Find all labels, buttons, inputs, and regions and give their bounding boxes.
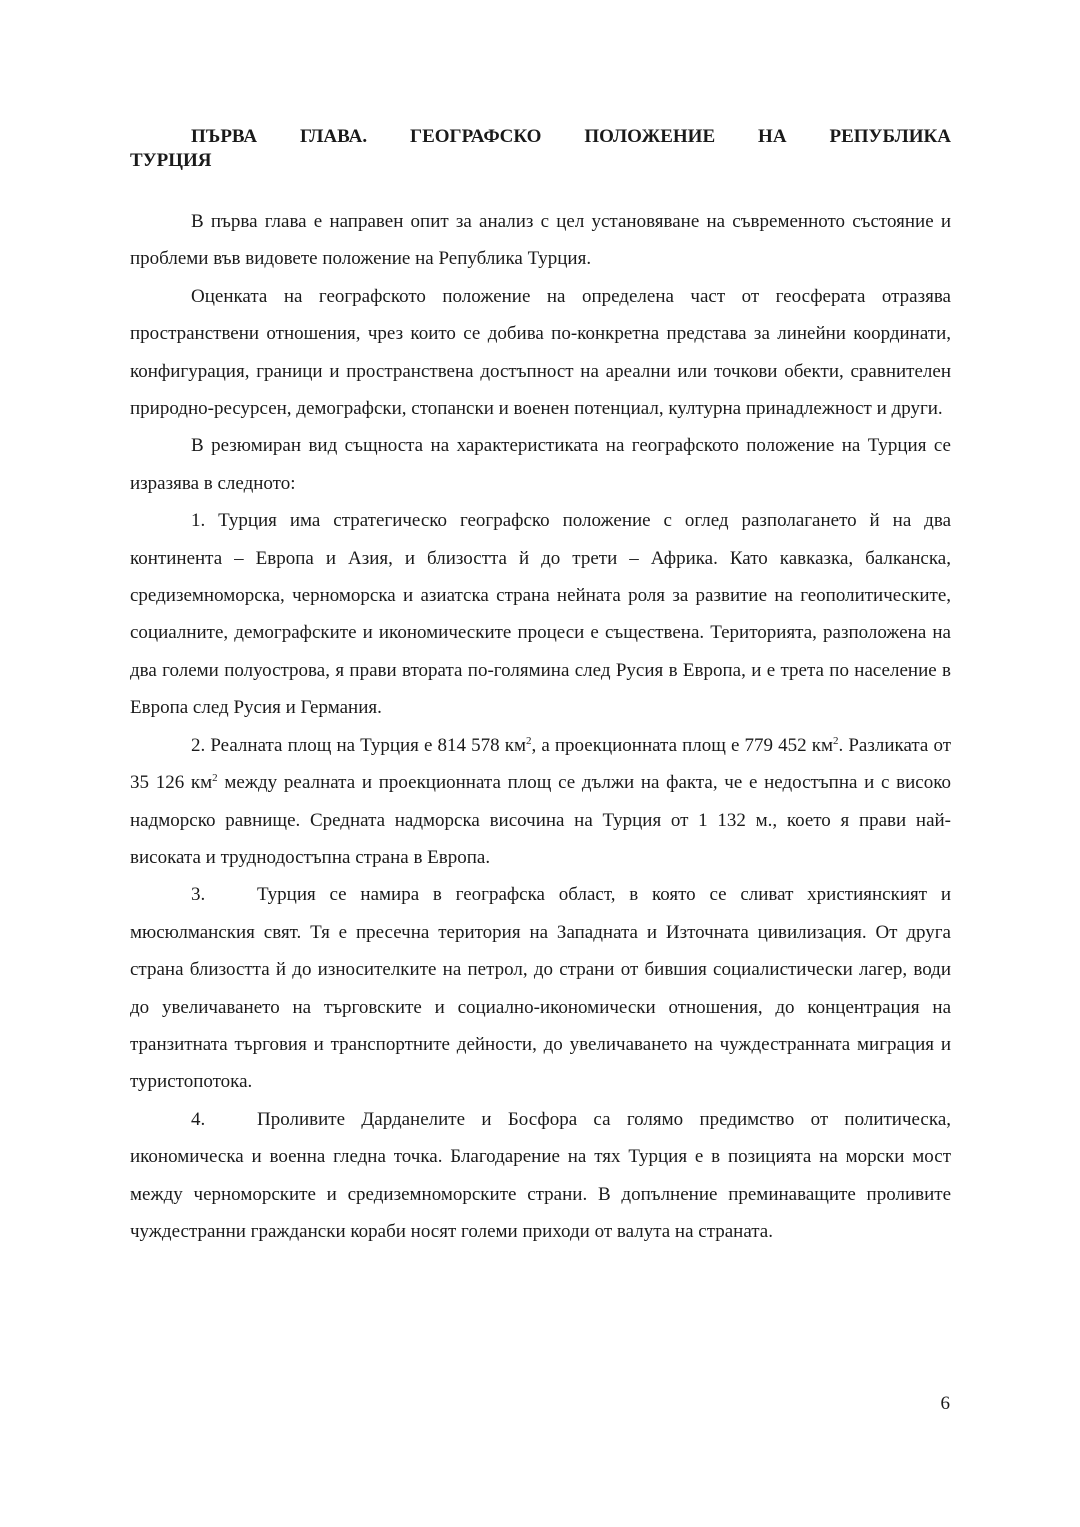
paragraph-point-2 (130, 727, 951, 877)
point-2-text-d: между реалната и проекционната площ се дължи на факта, че е недостъпна и с високо надморско равнище. Средната надморска височина на Турция от 1 132 м., което я прави най-високата и труднодостъпна страна в Европа. (130, 772, 951, 868)
page-number: 6 (940, 1393, 950, 1414)
paragraph-point-1: 1. Турция има стратегическо географско положение с оглед разполагането й на два континента – Европа и Азия, и близостта й до трети – Африка. Като кавказка, балканска, средиземноморска, черноморска и азиатска страна нейната роля за развитие на геополитическите, социалните, демографските и икономическите процеси е съществена. Територията, разположена на два големи полуострова, я прави втората по-голямина след Русия в Европа, и е трета по население в Европа след Русия и Германия. (130, 510, 951, 719)
paragraph-point-4 (130, 1101, 951, 1251)
list-number: 3. (191, 884, 206, 906)
paragraph-point-3 (130, 876, 951, 1100)
chapter-heading (130, 125, 951, 173)
point-2-text-b: , а проекционната площ е 779 452 км (531, 734, 833, 756)
point-3-text: Турция се намира в географска област, в която се сливат християнският и мюсюлманския свят. Тя е пресечна територия на Западната и Източната цивилизация. От друга страна близостта й до износителките на петрол, до страни от бившия социалистически лагер, води до увеличаването на търговските и социално-икономически отношения, до концентрация на транзитната търговия и транспортните дейности, до увеличаването на чуждестранната миграция и туристопотока. (130, 884, 951, 1093)
document-page (130, 125, 951, 1250)
paragraph-intro: В първа глава е направен опит за анализ с цел установяване на съвременното състояние и проблеми във видовете положение на Република Турция. (130, 211, 951, 270)
chapter-heading-line2: ТУРЦИЯ (130, 150, 212, 171)
superscript-2: 2 (526, 734, 532, 747)
chapter-heading-line1: ПЪРВА ГЛАВА. ГЕОГРАФСКО ПОЛОЖЕНИЕ НА РЕПУБЛИКА (191, 126, 951, 147)
superscript-2: 2 (212, 772, 218, 785)
paragraph-summary: В резюмиран вид същноста на характеристиката на географското положение на Турция се изразява в следното: (130, 435, 951, 494)
superscript-2: 2 (833, 734, 839, 747)
point-2-text-a: 2. Реалната площ на Турция е 814 578 км (191, 734, 526, 756)
point-2-text-c: . Разликата от 35 126 км (130, 734, 952, 794)
point-4-text: Проливите Дарданелите и Босфора са голямо предимство от политическа, икономическа и военна гледна точка. Благодарение на тях Турция е в позицията на морски мост между черноморските и средиземноморските страни. В допълнение преминаващите проливите чуждестранни граждански кораби носят големи приходи от валута на страната. (130, 1108, 951, 1242)
list-number: 4. (191, 1108, 206, 1130)
paragraph-assessment: Оценката на географското положение на определена част от геосферата отразява пространствени отношения, чрез които се добива по-конкретна представа за линейни координати, конфигурация, граници и пространствена достъпност на ареални или точкови обекти, сравнителен природно-ресурсен, демографски, стопански и военен потенциал, културна принадлежност и други. (130, 285, 951, 420)
